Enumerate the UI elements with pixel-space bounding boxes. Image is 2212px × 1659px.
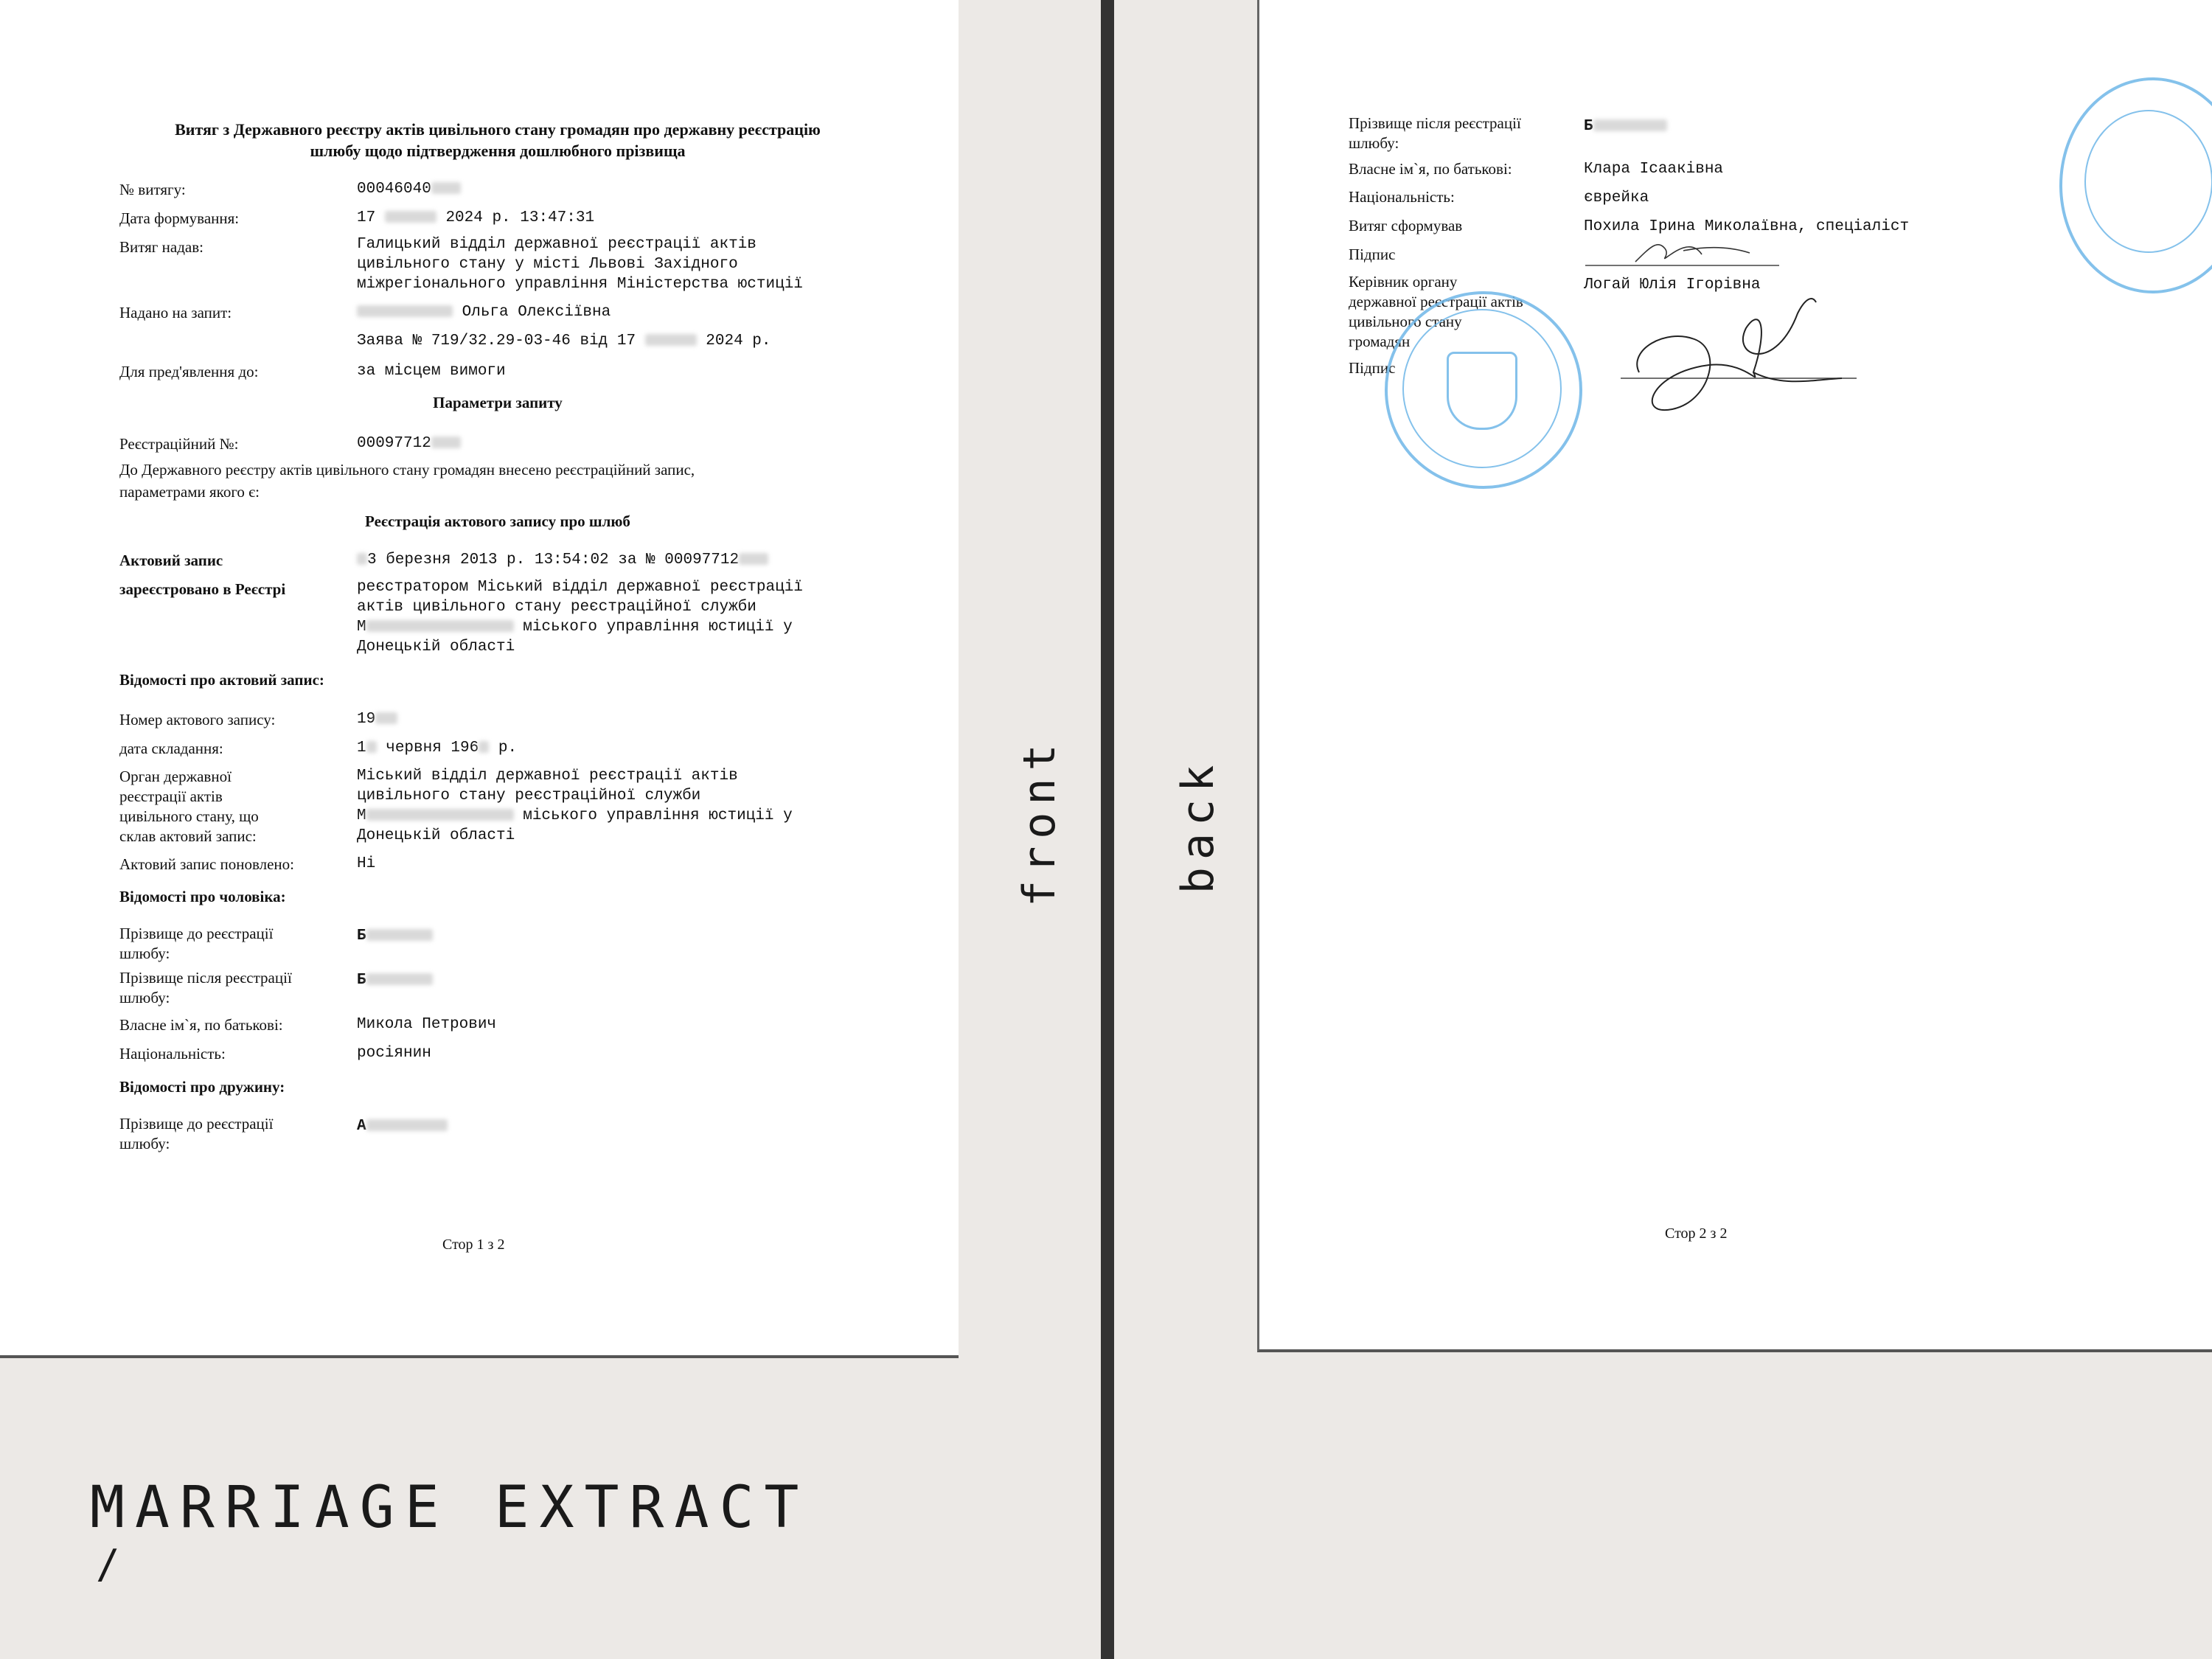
wife-heading: Відомості про дружину:	[119, 1078, 285, 1096]
registered-line4: Донецькій області	[357, 639, 515, 655]
issued-by-label: Витяг надав:	[119, 238, 204, 256]
reg-number-label: Реєстраційний №:	[119, 435, 239, 453]
request-application: Заява № 719/32.29-03-46 від 17 2024 р.	[357, 333, 771, 349]
husband-nationality-label: Національність:	[119, 1045, 226, 1062]
organ-line4: Донецькій області	[357, 827, 515, 844]
act-number-value: 19	[357, 711, 397, 728]
signature-1-image	[1584, 232, 1790, 269]
present-to-value: за місцем вимоги	[357, 363, 506, 380]
reg-number-value: 00097712	[357, 435, 461, 453]
title-slash: /	[96, 1541, 120, 1587]
compiled-date-label: дата складання:	[119, 740, 223, 757]
wife-before-value: А	[357, 1118, 448, 1135]
act-record-label: Актовий запис	[119, 552, 223, 569]
husband-after-label1: Прізвище після реєстрації	[119, 969, 292, 987]
params-heading: Параметри запиту	[433, 394, 563, 411]
back-after-value: Б	[1584, 118, 1667, 136]
organ-label-line1: Орган державної	[119, 768, 232, 785]
signature-label: Підпис	[1349, 246, 1396, 263]
head-label-line4: громадян	[1349, 333, 1411, 350]
ministry-stamp-partial	[2059, 77, 2212, 293]
organ-label-line4: склав актовий запис:	[119, 827, 257, 845]
head-label-line1: Керівник органу	[1349, 273, 1458, 291]
organ-line2: цивільного стану реєстраційної служби	[357, 787, 701, 804]
registered-label: зареєстровано в Реєстрі	[119, 580, 286, 598]
husband-after-value: Б	[357, 972, 433, 990]
back-name-value: Клара Ісааківна	[1584, 161, 1724, 178]
registered-line3: М міського управління юстиції у	[357, 619, 793, 636]
extract-number-value: 00046040	[357, 181, 461, 198]
marriage-heading: Реєстрація актового запису про шлюб	[365, 512, 630, 530]
formed-by-label: Витяг сформував	[1349, 217, 1463, 234]
renewed-label: Актовий запис поновлено:	[119, 855, 295, 873]
husband-heading: Відомості про чоловіка:	[119, 888, 286, 905]
issued-by-line2: цивільного стану у місті Львові Західного	[357, 256, 738, 273]
back-document-page	[1257, 0, 2212, 1352]
wife-before-label1: Прізвище до реєстрації	[119, 1115, 274, 1133]
formed-date-label: Дата формування:	[119, 209, 240, 227]
issued-by-line1: Галицький відділ державної реєстрації актів	[357, 236, 757, 253]
back-after-label2: шлюбу:	[1349, 134, 1399, 152]
issued-by-line3: міжрегіонального управління Міністерства юстиції	[357, 276, 803, 293]
signature-2-image	[1621, 284, 1864, 431]
request-name: Ольга Олексіївна	[357, 304, 611, 321]
act-record-value: 3 березня 2013 р. 13:54:02 за № 00097712	[357, 552, 768, 569]
back-name-label: Власне ім`я, по батькові:	[1349, 160, 1512, 178]
extract-number-label: № витягу:	[119, 181, 186, 198]
husband-after-label2: шлюбу:	[119, 989, 170, 1006]
husband-before-label1: Прізвище до реєстрації	[119, 925, 274, 942]
document-title-line1: Витяг з Державного реєстру актів цивільного стану громадян про державну реєстрацію	[175, 120, 821, 139]
act-number-label: Номер актового запису:	[119, 711, 276, 728]
head-name-value: Логай Юлія Ігорівна	[1584, 276, 1761, 293]
center-divider	[1101, 0, 1114, 1659]
organ-label-line2: реєстрації актів	[119, 787, 223, 805]
organ-line3: М міського управління юстиції у	[357, 807, 793, 824]
front-caption: front	[1014, 737, 1065, 907]
present-to-label: Для пред'явлення до:	[119, 363, 259, 380]
husband-name-value: Микола Петрович	[357, 1016, 497, 1033]
back-caption: back	[1172, 757, 1224, 894]
renewed-value: Ні	[357, 855, 376, 872]
back-after-label1: Прізвище після реєстрації	[1349, 114, 1521, 132]
page-number-front: Стор 1 з 2	[442, 1237, 505, 1253]
organ-line1: Міський відділ державної реєстрації актів	[357, 768, 738, 785]
formed-date-value: 17 2024 р. 13:47:31	[357, 209, 595, 226]
registered-line1: реєстратором Міський відділ державної реєстрації	[357, 579, 803, 596]
document-title-line2: шлюбу щодо підтвердження дошлюбного прізвища	[310, 142, 686, 160]
formed-by-value: Похила Ірина Миколаївна, спеціаліст	[1584, 218, 1910, 235]
husband-nationality-value: росіянин	[357, 1045, 431, 1062]
compiled-date-value: 1 червня 196 р.	[357, 740, 518, 757]
head-label-line2: державної реєстрації актів	[1349, 293, 1523, 310]
head-label-line3: цивільного стану	[1349, 313, 1462, 330]
husband-name-label: Власне ім`я, по батькові:	[119, 1016, 283, 1034]
back-nationality-value: єврейка	[1584, 189, 1649, 206]
signature-2-label: Підпис	[1349, 359, 1396, 377]
act-info-heading: Відомості про актовий запис:	[119, 671, 324, 689]
page-number-back: Стор 2 з 2	[1665, 1225, 1728, 1242]
reg-text-line1: До Державного реєстру актів цивільного стану громадян внесено реєстраційний запис,	[119, 461, 695, 479]
official-stamp-circle	[1385, 291, 1582, 489]
husband-before-label2: шлюбу:	[119, 945, 170, 962]
back-nationality-label: Національність:	[1349, 188, 1455, 206]
organ-label-line3: цивільного стану, що	[119, 807, 259, 825]
registered-line2: актів цивільного стану реєстраційної служби	[357, 599, 757, 616]
marriage-extract-title: MARRIAGE EXTRACT	[90, 1475, 810, 1541]
request-label: Надано на запит:	[119, 304, 232, 321]
reg-text-line2: параметрами якого є:	[119, 483, 260, 501]
wife-before-label2: шлюбу:	[119, 1135, 170, 1152]
front-document-page	[0, 0, 959, 1358]
husband-before-value: Б	[357, 928, 433, 945]
